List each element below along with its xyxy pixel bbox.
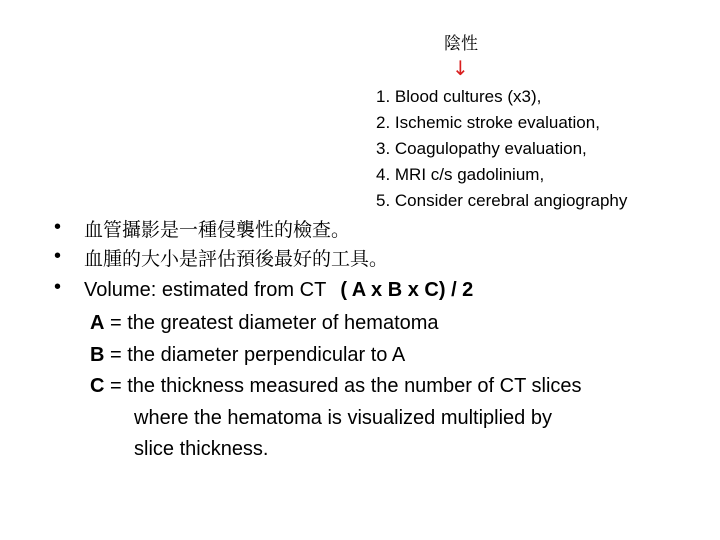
bullet-text: 血腫的大小是評估預後最好的工具。: [84, 248, 389, 270]
workup-steps-list: [376, 84, 627, 214]
workup-step: 5. Consider cerebral angiography: [376, 191, 628, 210]
definition-key-a: A: [90, 312, 105, 334]
workup-step: 2. Ischemic stroke evaluation,: [376, 113, 600, 132]
volume-label: Volume: estimated from CT: [84, 279, 327, 301]
down-arrow-icon: ↓: [452, 56, 469, 80]
definition-c-continuation: slice thickness.: [134, 438, 269, 460]
definition-key-c: C: [90, 375, 105, 397]
bullet-dot-icon: •: [54, 276, 62, 298]
bullet-item-hematoma-size: [54, 245, 473, 274]
bullet-item-volume: [54, 276, 473, 305]
definition-c: [90, 375, 582, 398]
bullet-list: [54, 216, 473, 305]
workup-step: 4. MRI c/s gadolinium,: [376, 165, 545, 184]
definition-b: [90, 344, 405, 367]
definition-c-continuation: where the hematoma is visualized multiplied by: [134, 407, 552, 429]
workup-step: 3. Coagulopathy evaluation,: [376, 139, 587, 158]
definition-text-b: = the diameter perpendicular to A: [104, 344, 406, 366]
heading-negative: 陰性: [444, 34, 478, 54]
bullet-text: 血管攝影是一種侵襲性的檢查。: [84, 219, 351, 241]
volume-line: [54, 276, 473, 305]
definition-text-a: = the greatest diameter of hematoma: [104, 312, 439, 334]
definition-key-b: B: [90, 344, 105, 366]
bullet-dot-icon: •: [54, 216, 62, 238]
definition-text-c: = the thickness measured as the number of CT slices: [104, 375, 582, 397]
volume-formula: ( A x B x C) / 2: [340, 279, 474, 301]
bullet-item-angiography: [54, 216, 473, 245]
definition-a: [90, 312, 439, 335]
workup-step: 1. Blood cultures (x3),: [376, 87, 542, 106]
bullet-dot-icon: •: [54, 245, 62, 267]
